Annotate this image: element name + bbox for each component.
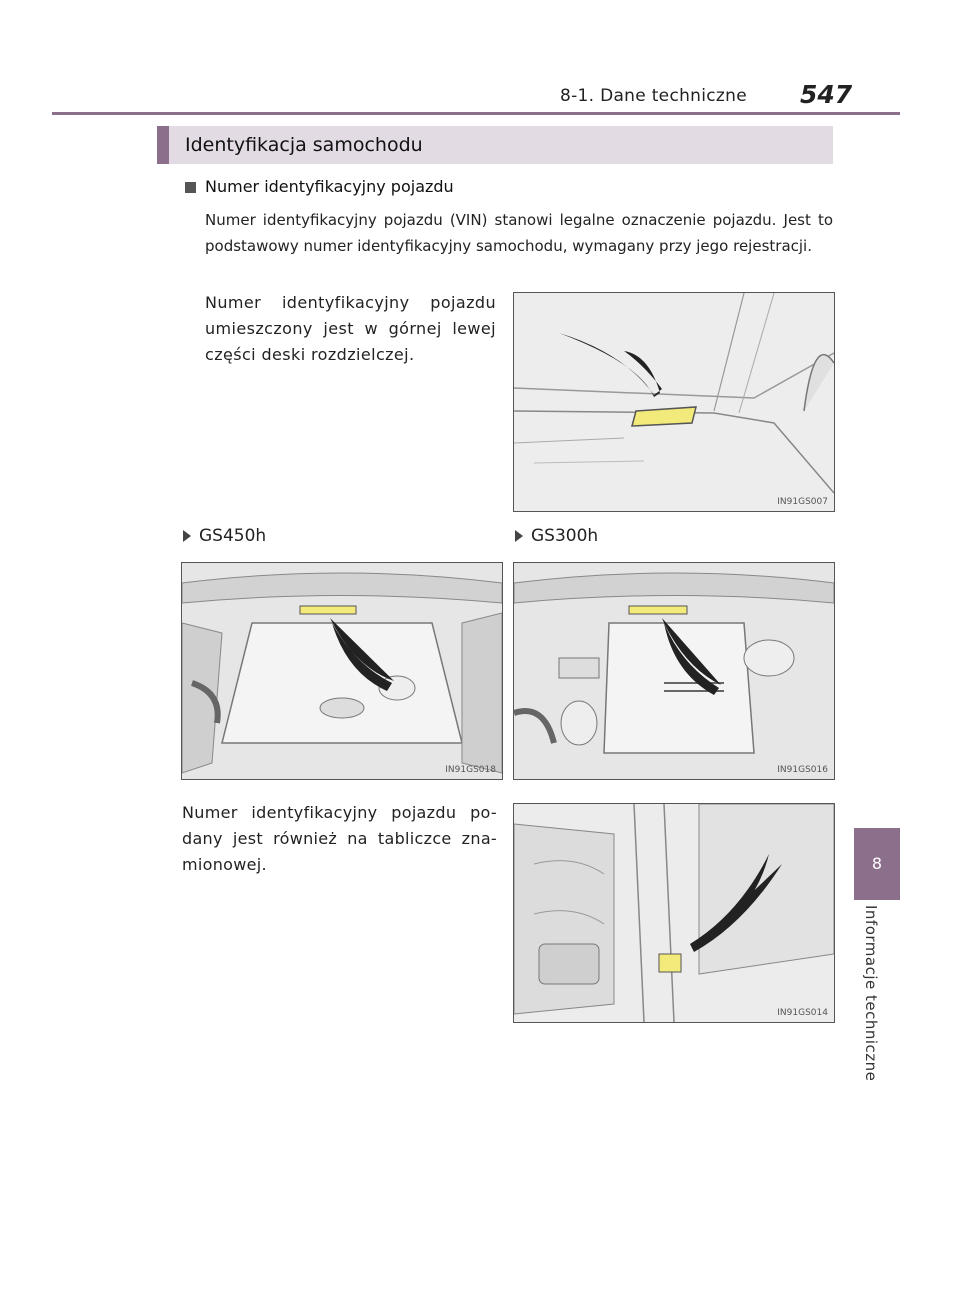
vin-description: Numer identyfikacyjny pojazdu (VIN) stanowi legalne oznaczenie pojazdu. Jest to podstawowy numer identyfikacyjny samochodu, wymagany przy jego rejestracji.	[205, 211, 833, 255]
figure-code: IN91GS018	[445, 765, 496, 775]
gs300h-label: GS300h	[531, 526, 599, 546]
engine-illustration	[514, 563, 834, 779]
gs450h-label: GS450h	[199, 526, 267, 546]
gs450h-engine-figure	[181, 562, 503, 780]
chapter-title: Informacje techniczne	[862, 905, 880, 1082]
running-header-section: 8-1. Dane techniczne	[560, 86, 747, 106]
triangle-bullet-icon	[183, 530, 191, 542]
chapter-tab	[854, 828, 900, 900]
bullet-square-icon	[185, 182, 196, 193]
chapter-number: 8	[871, 854, 883, 873]
figure-code: IN91GS007	[777, 497, 828, 507]
engine-illustration	[182, 563, 502, 779]
figure-code: IN91GS014	[777, 1008, 828, 1018]
header-divider	[52, 112, 900, 115]
dashboard-vin-figure	[513, 292, 835, 512]
dashboard-illustration	[514, 293, 834, 511]
section-title: Identyfikacja samochodu	[185, 134, 423, 156]
plate-location-text: Numer identyfikacyjny pojazdu po-dany jest również na tabliczce zna-mionowej.	[182, 803, 497, 874]
vin-location-text: Numer identyfikacyjny pojazdu umieszczony jest w górnej lewej części deski rozdzielczej.	[205, 293, 496, 364]
door-pillar-illustration	[514, 804, 834, 1022]
section-title-bar	[157, 126, 833, 164]
page-number: 547	[800, 80, 853, 109]
door-plate-figure	[513, 803, 835, 1023]
gs300h-engine-figure	[513, 562, 835, 780]
subsection-heading: Numer identyfikacyjny pojazdu	[205, 177, 454, 196]
figure-code: IN91GS016	[777, 765, 828, 775]
triangle-bullet-icon	[515, 530, 523, 542]
